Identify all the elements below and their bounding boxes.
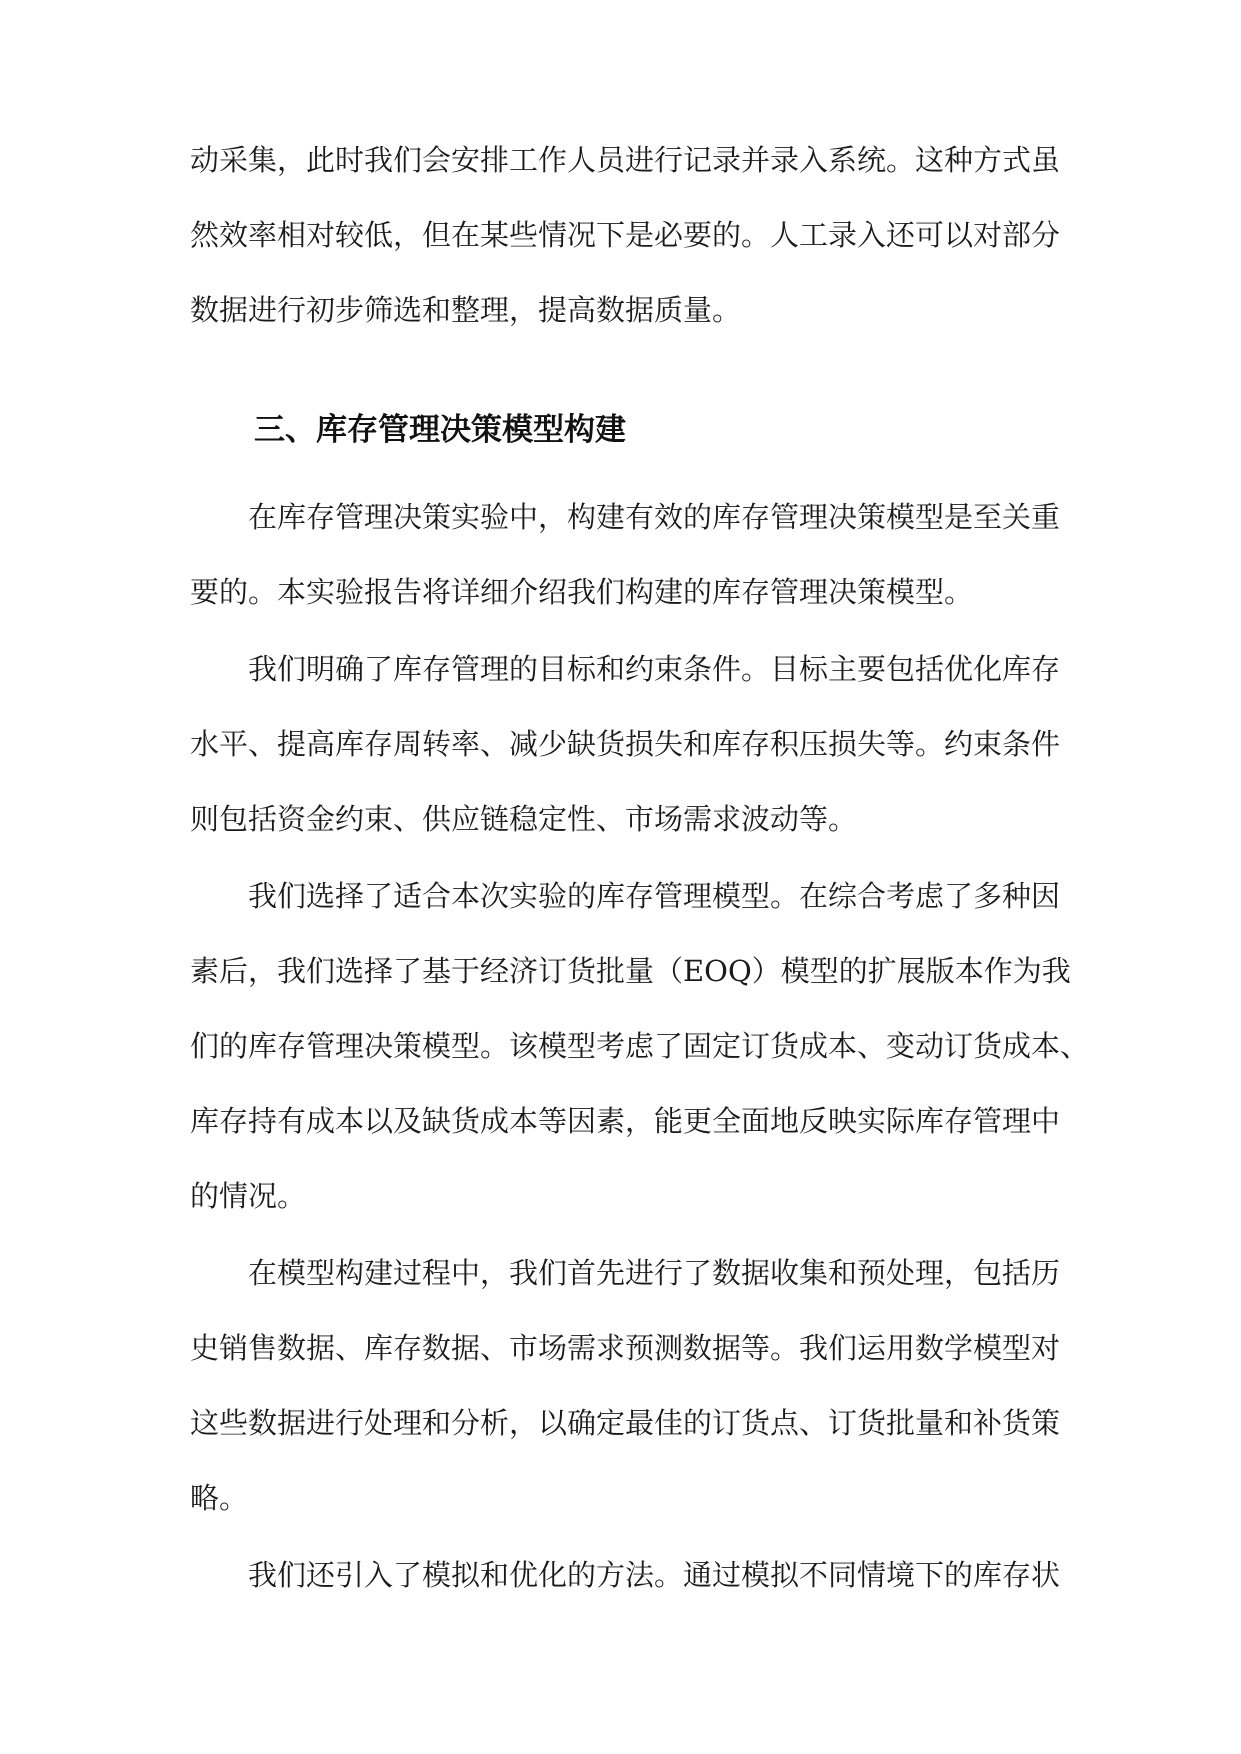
paragraph-5-line-2: 史销售数据、库存数据、市场需求预测数据等。我们运用数学模型对 [190, 1331, 1061, 1365]
paragraph-3-line-2: 水平、提高库存周转率、减少缺货损失和库存积压损失等。约束条件 [190, 727, 1061, 761]
paragraph-2-line-1: 在库存管理决策实验中，构建有效的库存管理决策模型是至关重 [248, 500, 1061, 534]
paragraph-6-line-1: 我们还引入了模拟和优化的方法。通过模拟不同情境下的库存状 [248, 1558, 1061, 1592]
section-heading: 三、库存管理决策模型构建 [254, 412, 626, 448]
paragraph-4-line-4: 库存持有成本以及缺货成本等因素，能更全面地反映实际库存管理中 [190, 1104, 1061, 1138]
paragraph-2-line-2: 要的。本实验报告将详细介绍我们构建的库存管理决策模型。 [190, 575, 974, 609]
paragraph-1-line-3: 数据进行初步筛选和整理，提高数据质量。 [190, 293, 742, 327]
paragraph-1-line-1: 动采集，此时我们会安排工作人员进行记录并录入系统。这种方式虽 [190, 143, 1061, 177]
paragraph-1-line-2: 然效率相对较低，但在某些情况下是必要的。人工录入还可以对部分 [190, 218, 1061, 252]
paragraph-4-line-2: 素后，我们选择了基于经济订货批量（EOQ）模型的扩展版本作为我 [190, 954, 1071, 988]
paragraph-5-line-3: 这些数据进行处理和分析，以确定最佳的订货点、订货批量和补货策 [190, 1406, 1061, 1440]
paragraph-4-line-1: 我们选择了适合本次实验的库存管理模型。在综合考虑了多种因 [248, 879, 1061, 913]
paragraph-3-line-3: 则包括资金约束、供应链稳定性、市场需求波动等。 [190, 802, 858, 836]
paragraph-5-line-1: 在模型构建过程中，我们首先进行了数据收集和预处理，包括历 [248, 1256, 1061, 1290]
paragraph-5-line-4: 略。 [190, 1481, 249, 1515]
paragraph-4-line-5: 的情况。 [190, 1179, 307, 1213]
paragraph-4-line-3: 们的库存管理决策模型。该模型考虑了固定订货成本、变动订货成本、 [190, 1029, 1090, 1063]
paragraph-3-line-1: 我们明确了库存管理的目标和约束条件。目标主要包括优化库存 [248, 652, 1061, 686]
